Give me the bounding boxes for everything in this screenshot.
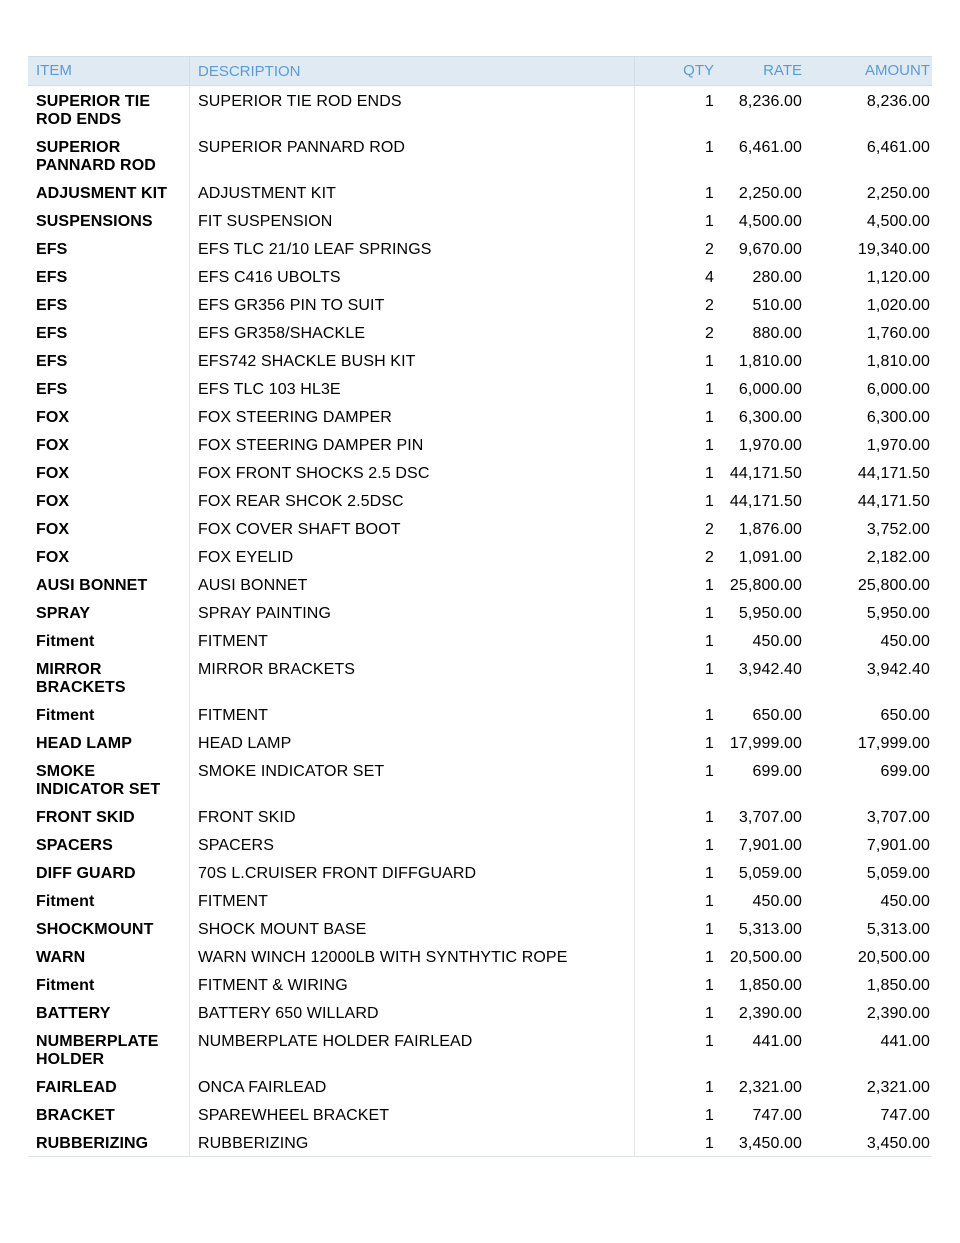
row-amount: 650.00 [880, 707, 930, 724]
row-description: FITMENT [189, 626, 635, 654]
row-item: SPRAY [36, 605, 91, 622]
row-amount: 3,707.00 [866, 809, 930, 826]
row-item: EFS [36, 241, 68, 258]
row-description: SUPERIOR PANNARD ROD [189, 132, 635, 178]
row-description: ADJUSTMENT KIT [189, 178, 635, 206]
row-description: EFS GR358/SHACKLE [189, 318, 635, 346]
table-row [28, 756, 932, 802]
row-item: FOX [36, 521, 70, 538]
row-qty: 1 [705, 837, 714, 854]
row-amount: 2,182.00 [866, 549, 930, 566]
row-amount: 5,313.00 [866, 921, 930, 938]
row-description: BATTERY 650 WILLARD [189, 998, 635, 1026]
table-row [28, 458, 932, 486]
row-amount: 699.00 [880, 763, 930, 780]
row-qty: 1 [705, 661, 714, 678]
table-row [28, 998, 932, 1026]
table-row [28, 430, 932, 458]
table-row [28, 402, 932, 430]
row-item: WARN [36, 949, 86, 966]
row-rate: 747.00 [752, 1107, 802, 1124]
row-description: FOX STEERING DAMPER PIN [189, 430, 635, 458]
row-rate: 17,999.00 [729, 735, 802, 752]
table-row [28, 700, 932, 728]
row-amount: 17,999.00 [857, 735, 930, 752]
row-rate: 450.00 [752, 633, 802, 650]
row-amount: 2,390.00 [866, 1005, 930, 1022]
row-qty: 1 [705, 893, 714, 910]
table-header [28, 56, 932, 86]
row-qty: 1 [705, 139, 714, 156]
row-amount: 6,000.00 [866, 381, 930, 398]
table-row [28, 1026, 932, 1072]
table-row [28, 626, 932, 654]
row-description: FOX REAR SHCOK 2.5DSC [189, 486, 635, 514]
row-rate: 9,670.00 [738, 241, 802, 258]
row-description: FITMENT [189, 700, 635, 728]
header-qty: QTY [683, 62, 714, 79]
row-item: Fitment [36, 893, 95, 910]
row-description: FITMENT & WIRING [189, 970, 635, 998]
row-qty: 2 [705, 325, 714, 342]
header-rate: RATE [763, 62, 802, 79]
row-rate: 2,390.00 [738, 1005, 802, 1022]
row-qty: 2 [705, 549, 714, 566]
row-description: FOX EYELID [189, 542, 635, 570]
row-rate: 1,091.00 [738, 549, 802, 566]
table-row [28, 86, 932, 132]
row-description: EFS742 SHACKLE BUSH KIT [189, 346, 635, 374]
row-qty: 1 [705, 409, 714, 426]
row-description: SMOKE INDICATOR SET [189, 756, 635, 802]
row-item: HEAD LAMP [36, 735, 133, 752]
row-description: FRONT SKID [189, 802, 635, 830]
row-amount: 747.00 [880, 1107, 930, 1124]
row-rate: 1,970.00 [738, 437, 802, 454]
table-row [28, 262, 932, 290]
row-qty: 1 [705, 977, 714, 994]
row-amount: 4,500.00 [866, 213, 930, 230]
row-description: SPACERS [189, 830, 635, 858]
row-rate: 441.00 [752, 1033, 802, 1050]
row-amount: 8,236.00 [866, 93, 930, 110]
row-description: HEAD LAMP [189, 728, 635, 756]
row-rate: 280.00 [752, 269, 802, 286]
table-row [28, 598, 932, 626]
row-amount: 5,950.00 [866, 605, 930, 622]
row-description: SPAREWHEEL BRACKET [189, 1100, 635, 1128]
row-amount: 5,059.00 [866, 865, 930, 882]
row-item: EFS [36, 325, 68, 342]
row-amount: 1,020.00 [866, 297, 930, 314]
row-rate: 8,236.00 [738, 93, 802, 110]
row-description: FOX STEERING DAMPER [189, 402, 635, 430]
table-row [28, 802, 932, 830]
row-amount: 3,942.40 [866, 661, 930, 678]
row-qty: 1 [705, 93, 714, 110]
row-rate: 2,250.00 [738, 185, 802, 202]
table-row [28, 654, 932, 700]
row-description: ONCA FAIRLEAD [189, 1072, 635, 1100]
row-rate: 510.00 [752, 297, 802, 314]
row-amount: 3,752.00 [866, 521, 930, 538]
row-amount: 25,800.00 [857, 577, 930, 594]
row-qty: 1 [705, 763, 714, 780]
table-row [28, 132, 932, 178]
row-rate: 2,321.00 [738, 1079, 802, 1096]
row-item: SUSPENSIONS [36, 213, 153, 230]
row-qty: 1 [705, 437, 714, 454]
row-item: BRACKET [36, 1107, 115, 1124]
row-rate: 44,171.50 [729, 493, 802, 510]
table-row [28, 728, 932, 756]
row-description: SPRAY PAINTING [189, 598, 635, 626]
row-qty: 1 [705, 493, 714, 510]
row-item: SUPERIOR PANNARD ROD [36, 139, 156, 174]
row-amount: 450.00 [880, 893, 930, 910]
row-qty: 2 [705, 521, 714, 538]
row-amount: 7,901.00 [866, 837, 930, 854]
row-rate: 1,876.00 [738, 521, 802, 538]
row-item: RUBBERIZING [36, 1135, 149, 1152]
row-item: ADJUSMENT KIT [36, 185, 168, 202]
row-item: FOX [36, 409, 70, 426]
row-description: 70S L.CRUISER FRONT DIFFGUARD [189, 858, 635, 886]
table-row [28, 346, 932, 374]
row-amount: 44,171.50 [857, 493, 930, 510]
row-rate: 5,950.00 [738, 605, 802, 622]
row-amount: 2,321.00 [866, 1079, 930, 1096]
row-description: MIRROR BRACKETS [189, 654, 635, 700]
row-rate: 5,313.00 [738, 921, 802, 938]
row-qty: 1 [705, 1079, 714, 1096]
row-item: MIRROR BRACKETS [36, 661, 126, 696]
row-rate: 650.00 [752, 707, 802, 724]
table-row [28, 570, 932, 598]
row-qty: 1 [705, 1107, 714, 1124]
row-qty: 4 [705, 269, 714, 286]
table-row [28, 914, 932, 942]
row-amount: 20,500.00 [857, 949, 930, 966]
row-item: EFS [36, 297, 68, 314]
row-qty: 1 [705, 605, 714, 622]
row-description: FIT SUSPENSION [189, 206, 635, 234]
row-rate: 5,059.00 [738, 865, 802, 882]
row-qty: 1 [705, 1135, 714, 1152]
row-item: EFS [36, 381, 68, 398]
row-item: FAIRLEAD [36, 1079, 117, 1096]
row-item: SUPERIOR TIE ROD ENDS [36, 93, 151, 128]
row-amount: 1,760.00 [866, 325, 930, 342]
row-rate: 3,942.40 [738, 661, 802, 678]
table-body [28, 86, 932, 1156]
row-item: FOX [36, 437, 70, 454]
row-item: FOX [36, 549, 70, 566]
header-description: DESCRIPTION [189, 57, 635, 85]
row-description: SUPERIOR TIE ROD ENDS [189, 86, 635, 132]
row-amount: 44,171.50 [857, 465, 930, 482]
row-qty: 1 [705, 381, 714, 398]
row-item: FOX [36, 465, 70, 482]
row-item: Fitment [36, 707, 95, 724]
row-qty: 1 [705, 949, 714, 966]
row-item: Fitment [36, 633, 95, 650]
row-rate: 450.00 [752, 893, 802, 910]
row-description: EFS TLC 21/10 LEAF SPRINGS [189, 234, 635, 262]
row-description: FOX COVER SHAFT BOOT [189, 514, 635, 542]
row-rate: 699.00 [752, 763, 802, 780]
row-description: AUSI BONNET [189, 570, 635, 598]
row-item: EFS [36, 269, 68, 286]
table-row [28, 318, 932, 346]
row-description: EFS C416 UBOLTS [189, 262, 635, 290]
row-description: NUMBERPLATE HOLDER FAIRLEAD [189, 1026, 635, 1072]
row-qty: 2 [705, 241, 714, 258]
row-amount: 6,300.00 [866, 409, 930, 426]
row-rate: 6,300.00 [738, 409, 802, 426]
header-amount: AMOUNT [865, 62, 930, 79]
row-item: SPACERS [36, 837, 113, 854]
row-rate: 880.00 [752, 325, 802, 342]
row-rate: 1,850.00 [738, 977, 802, 994]
row-qty: 1 [705, 921, 714, 938]
row-qty: 1 [705, 465, 714, 482]
row-item: FOX [36, 493, 70, 510]
row-amount: 450.00 [880, 633, 930, 650]
row-item: EFS [36, 353, 68, 370]
row-item: BATTERY [36, 1005, 111, 1022]
row-rate: 20,500.00 [729, 949, 802, 966]
row-amount: 1,850.00 [866, 977, 930, 994]
table-row [28, 942, 932, 970]
row-description: FITMENT [189, 886, 635, 914]
row-rate: 6,461.00 [738, 139, 802, 156]
row-amount: 6,461.00 [866, 139, 930, 156]
row-amount: 3,450.00 [866, 1135, 930, 1152]
table-row [28, 1100, 932, 1128]
table-row [28, 830, 932, 858]
row-description: FOX FRONT SHOCKS 2.5 DSC [189, 458, 635, 486]
row-item: SMOKE INDICATOR SET [36, 763, 161, 798]
row-amount: 441.00 [880, 1033, 930, 1050]
row-qty: 1 [705, 1005, 714, 1022]
table-row [28, 178, 932, 206]
row-rate: 7,901.00 [738, 837, 802, 854]
row-qty: 1 [705, 633, 714, 650]
row-item: NUMBERPLATE HOLDER [36, 1033, 159, 1068]
row-rate: 3,707.00 [738, 809, 802, 826]
table-row [28, 486, 932, 514]
row-description: SHOCK MOUNT BASE [189, 914, 635, 942]
table-row [28, 858, 932, 886]
row-description: WARN WINCH 12000LB WITH SYNTHYTIC ROPE [189, 942, 635, 970]
header-item: ITEM [36, 62, 72, 79]
row-rate: 4,500.00 [738, 213, 802, 230]
table-row [28, 886, 932, 914]
row-amount: 1,120.00 [866, 269, 930, 286]
row-qty: 2 [705, 297, 714, 314]
row-rate: 1,810.00 [738, 353, 802, 370]
row-qty: 1 [705, 213, 714, 230]
row-item: DIFF GUARD [36, 865, 136, 882]
row-qty: 1 [705, 353, 714, 370]
row-amount: 1,810.00 [866, 353, 930, 370]
row-amount: 19,340.00 [857, 241, 930, 258]
row-rate: 3,450.00 [738, 1135, 802, 1152]
row-item: Fitment [36, 977, 95, 994]
row-rate: 6,000.00 [738, 381, 802, 398]
table-row [28, 1072, 932, 1100]
table-row [28, 542, 932, 570]
line-items-table [28, 56, 932, 1157]
row-description: EFS TLC 103 HL3E [189, 374, 635, 402]
row-item: AUSI BONNET [36, 577, 148, 594]
row-amount: 1,970.00 [866, 437, 930, 454]
row-qty: 1 [705, 185, 714, 202]
row-item: FRONT SKID [36, 809, 135, 826]
row-item: SHOCKMOUNT [36, 921, 154, 938]
row-qty: 1 [705, 865, 714, 882]
row-qty: 1 [705, 735, 714, 752]
table-row [28, 1128, 932, 1156]
row-qty: 1 [705, 809, 714, 826]
row-description: EFS GR356 PIN TO SUIT [189, 290, 635, 318]
table-row [28, 290, 932, 318]
row-qty: 1 [705, 1033, 714, 1050]
row-rate: 25,800.00 [729, 577, 802, 594]
table-row [28, 514, 932, 542]
row-rate: 44,171.50 [729, 465, 802, 482]
table-row [28, 234, 932, 262]
row-qty: 1 [705, 577, 714, 594]
table-row [28, 374, 932, 402]
row-description: RUBBERIZING [189, 1128, 635, 1156]
row-qty: 1 [705, 707, 714, 724]
table-row [28, 970, 932, 998]
row-amount: 2,250.00 [866, 185, 930, 202]
table-row [28, 206, 932, 234]
